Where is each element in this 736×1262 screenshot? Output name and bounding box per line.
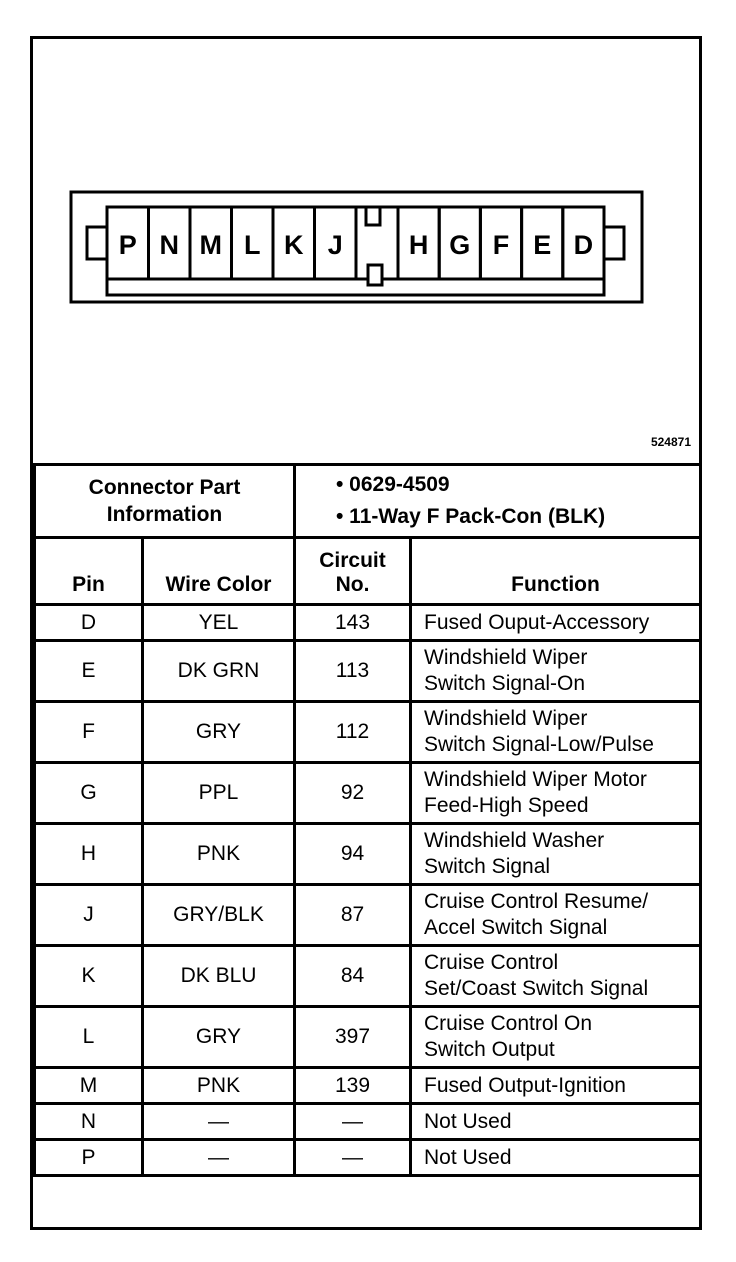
pin-cell: H (35, 824, 143, 885)
connector-type: • 11-Way F Pack-Con (BLK) (336, 505, 606, 528)
part-info-label (35, 465, 295, 538)
function-cell (411, 1007, 701, 1068)
wire-color-cell: PNK (143, 824, 295, 885)
pin-cell: E (35, 641, 143, 702)
connector-document (30, 36, 702, 1230)
circuit-cell: 92 (295, 763, 411, 824)
part-number: • 0629-4509 (336, 473, 450, 496)
wire-color-cell: DK BLU (143, 946, 295, 1007)
pin-cell: N (35, 1104, 143, 1140)
function-cell (411, 824, 701, 885)
function-line1: Not Used (424, 1145, 512, 1169)
function-line2: Switch Signal-Low/Pulse (424, 733, 654, 756)
header-circuit (295, 538, 411, 605)
circuit-cell: 139 (295, 1068, 411, 1104)
function-cell (411, 1140, 701, 1176)
wire-color-cell: PPL (143, 763, 295, 824)
header-pin: Pin (35, 538, 143, 605)
table-row (35, 946, 701, 1007)
circuit-cell: — (295, 1104, 411, 1140)
key-notch-bottom (368, 265, 382, 285)
function-line2: Feed-High Speed (424, 794, 589, 817)
pinout-table (33, 463, 702, 1177)
function-line2: Switch Signal-On (424, 672, 586, 695)
pin-cell: F (35, 702, 143, 763)
wire-color-cell: GRY (143, 1007, 295, 1068)
circuit-cell: 84 (295, 946, 411, 1007)
table-row (35, 1140, 701, 1176)
wire-color-cell: PNK (143, 1068, 295, 1104)
pin-label-l: L (244, 230, 261, 260)
function-line2: Switch Output (424, 1038, 555, 1061)
circuit-cell: 113 (295, 641, 411, 702)
table-row (35, 885, 701, 946)
pin-label-f: F (492, 230, 510, 260)
pin-cell: L (35, 1007, 143, 1068)
function-cell (411, 1068, 701, 1104)
pin-label-j: J (327, 230, 343, 260)
circuit-cell: 112 (295, 702, 411, 763)
header-function: Function (411, 538, 701, 605)
pin-label-h: H (408, 230, 429, 260)
pin-cell: P (35, 1140, 143, 1176)
function-cell (411, 605, 701, 641)
wire-color-cell: — (143, 1140, 295, 1176)
table-row (35, 763, 701, 824)
key-notch-top (366, 207, 380, 225)
function-line1: Windshield Wiper (424, 707, 588, 730)
function-line1: Cruise Control (424, 951, 559, 974)
pin-label-d: D (573, 230, 594, 260)
pin-cell: M (35, 1068, 143, 1104)
part-info-row (35, 465, 701, 538)
pin-label-g: G (449, 230, 471, 260)
pin-label-m: M (199, 230, 222, 260)
connector-diagram (33, 39, 699, 463)
header-circuit-line1: Circuit (319, 549, 386, 572)
part-info-label-line1: Connector Part (88, 476, 241, 499)
circuit-cell: 143 (295, 605, 411, 641)
function-line1: Fused Output-Ignition (424, 1073, 626, 1097)
function-line2: Set/Coast Switch Signal (424, 977, 649, 1000)
table-row (35, 1104, 701, 1140)
cavity-group-left (107, 207, 356, 279)
function-line1: Cruise Control Resume/ (424, 890, 649, 913)
pin-cell: D (35, 605, 143, 641)
cavity-group-right (398, 207, 604, 279)
pin-cell: K (35, 946, 143, 1007)
connector-face-drawing (33, 39, 699, 463)
function-line1: Windshield Washer (424, 829, 605, 852)
table-row (35, 641, 701, 702)
table-row (35, 824, 701, 885)
function-line1: Not Used (424, 1109, 512, 1133)
function-line1: Windshield Wiper Motor (424, 768, 647, 791)
right-latch (604, 227, 624, 259)
table-header-row (35, 538, 701, 605)
function-line2: Switch Signal (424, 855, 551, 878)
wire-color-cell: — (143, 1104, 295, 1140)
figure-id: 524871 (650, 435, 691, 449)
function-line1: Windshield Wiper (424, 646, 588, 669)
function-line1: Cruise Control On (424, 1012, 593, 1035)
pin-cell: G (35, 763, 143, 824)
left-latch (87, 227, 107, 259)
pin-label-k: K (284, 230, 304, 260)
function-cell (411, 702, 701, 763)
function-cell (411, 885, 701, 946)
function-cell (411, 763, 701, 824)
function-line1: Fused Ouput-Accessory (424, 610, 650, 634)
part-info-values (295, 465, 701, 538)
function-cell (411, 641, 701, 702)
header-circuit-line2: No. (335, 573, 370, 596)
table-row (35, 702, 701, 763)
pinout-rows (35, 605, 701, 1176)
function-line2: Accel Switch Signal (424, 916, 608, 939)
pin-cell: J (35, 885, 143, 946)
header-wire-color: Wire Color (143, 538, 295, 605)
function-cell (411, 946, 701, 1007)
pin-label-n: N (159, 230, 179, 260)
pin-label-e: E (533, 230, 552, 260)
circuit-cell: 397 (295, 1007, 411, 1068)
part-info-label-line2: Information (106, 503, 223, 526)
pin-label-p: P (118, 230, 137, 260)
wire-color-cell: GRY (143, 702, 295, 763)
function-cell (411, 1104, 701, 1140)
table-row (35, 605, 701, 641)
circuit-cell: — (295, 1140, 411, 1176)
table-row (35, 1007, 701, 1068)
wire-color-cell: DK GRN (143, 641, 295, 702)
table-row (35, 1068, 701, 1104)
circuit-cell: 94 (295, 824, 411, 885)
wire-color-cell: GRY/BLK (143, 885, 295, 946)
wire-color-cell: YEL (143, 605, 295, 641)
circuit-cell: 87 (295, 885, 411, 946)
